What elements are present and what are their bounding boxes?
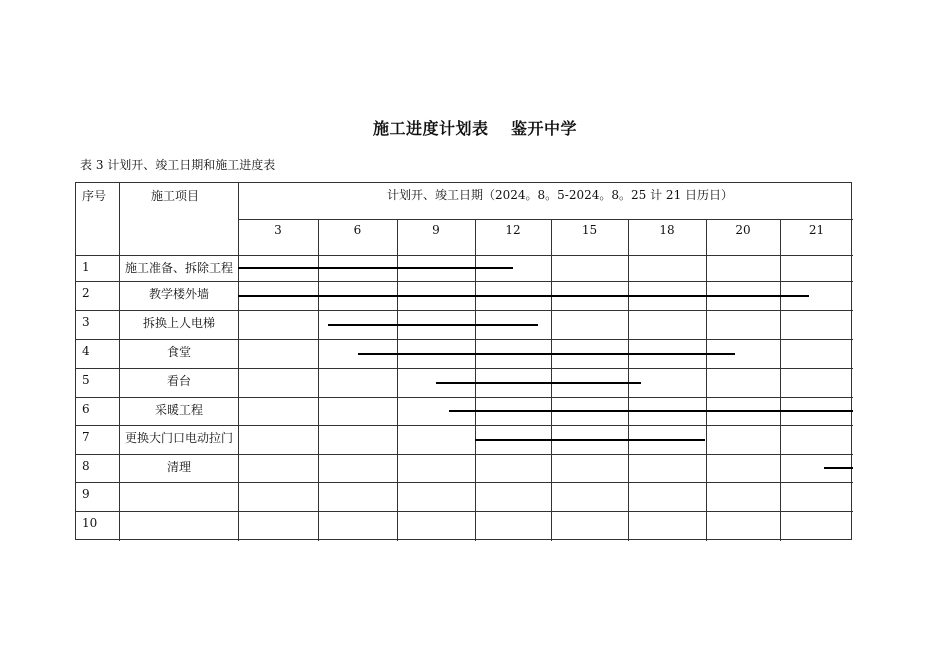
- row-serial-no: 3: [82, 315, 90, 329]
- day-column-divider: [706, 219, 707, 541]
- row-project-name: 采暖工程: [154, 403, 203, 417]
- schedule-bar: [358, 353, 736, 355]
- day-label: 20: [735, 223, 751, 237]
- row-project-name: 教学楼外墙: [148, 287, 209, 301]
- day-label: 9: [432, 223, 440, 237]
- day-column-divider: [780, 219, 781, 541]
- header-project: 施工项目: [151, 189, 200, 203]
- day-label: 15: [581, 223, 598, 237]
- row-project-name: 食堂: [166, 345, 191, 359]
- row-divider: [76, 339, 853, 340]
- row-project-name: 施工准备、拆除工程: [124, 261, 233, 275]
- schedule-table: [75, 182, 852, 540]
- row-serial-no: 9: [82, 487, 90, 501]
- schedule-bar: [449, 410, 853, 412]
- row-serial-no: 8: [82, 459, 90, 473]
- divider-header-bottom: [76, 255, 853, 256]
- row-serial-no: 4: [82, 344, 90, 358]
- row-serial-no: 7: [82, 430, 90, 444]
- row-project-name: 更换大门口电动拉门: [124, 431, 233, 445]
- schedule-bar: [824, 467, 853, 469]
- header-serial-no: 序号: [82, 189, 107, 203]
- schedule-bar: [238, 295, 809, 297]
- divider-schedule-header: [238, 219, 853, 220]
- header-schedule: 计划开、竣工日期（2024。8。5-2024。8。25 计 21 日历日）: [387, 188, 734, 202]
- row-project-name: 清理: [166, 460, 191, 474]
- row-divider: [76, 310, 853, 311]
- day-column-divider: [551, 219, 552, 541]
- row-divider: [76, 397, 853, 398]
- schedule-bar: [436, 382, 641, 384]
- table-caption: 表 3 计划开、竣工日期和施工进度表: [80, 158, 276, 172]
- row-divider: [76, 482, 853, 483]
- row-serial-no: 10: [82, 516, 98, 530]
- day-label: 6: [353, 223, 362, 237]
- row-serial-no: 6: [82, 402, 90, 416]
- row-project-name: 看台: [166, 374, 191, 388]
- row-serial-no: 5: [82, 373, 90, 387]
- row-divider: [76, 425, 853, 426]
- divider-serial: [119, 183, 120, 541]
- day-label: 21: [808, 223, 825, 237]
- row-serial-no: 1: [82, 260, 90, 274]
- row-divider: [76, 281, 853, 282]
- row-project-name: 拆换上人电梯: [142, 316, 215, 330]
- day-label: 18: [659, 223, 675, 237]
- day-column-divider: [628, 219, 629, 541]
- page-title: 施工进度计划表 鉴开中学: [372, 119, 578, 138]
- day-label: 3: [274, 223, 282, 237]
- schedule-bar: [328, 324, 538, 326]
- row-divider: [76, 368, 853, 369]
- schedule-bar: [475, 439, 706, 441]
- row-serial-no: 2: [82, 286, 90, 300]
- day-label: 12: [505, 223, 521, 237]
- row-divider: [76, 511, 853, 512]
- row-divider: [76, 454, 853, 455]
- schedule-bar: [238, 267, 513, 269]
